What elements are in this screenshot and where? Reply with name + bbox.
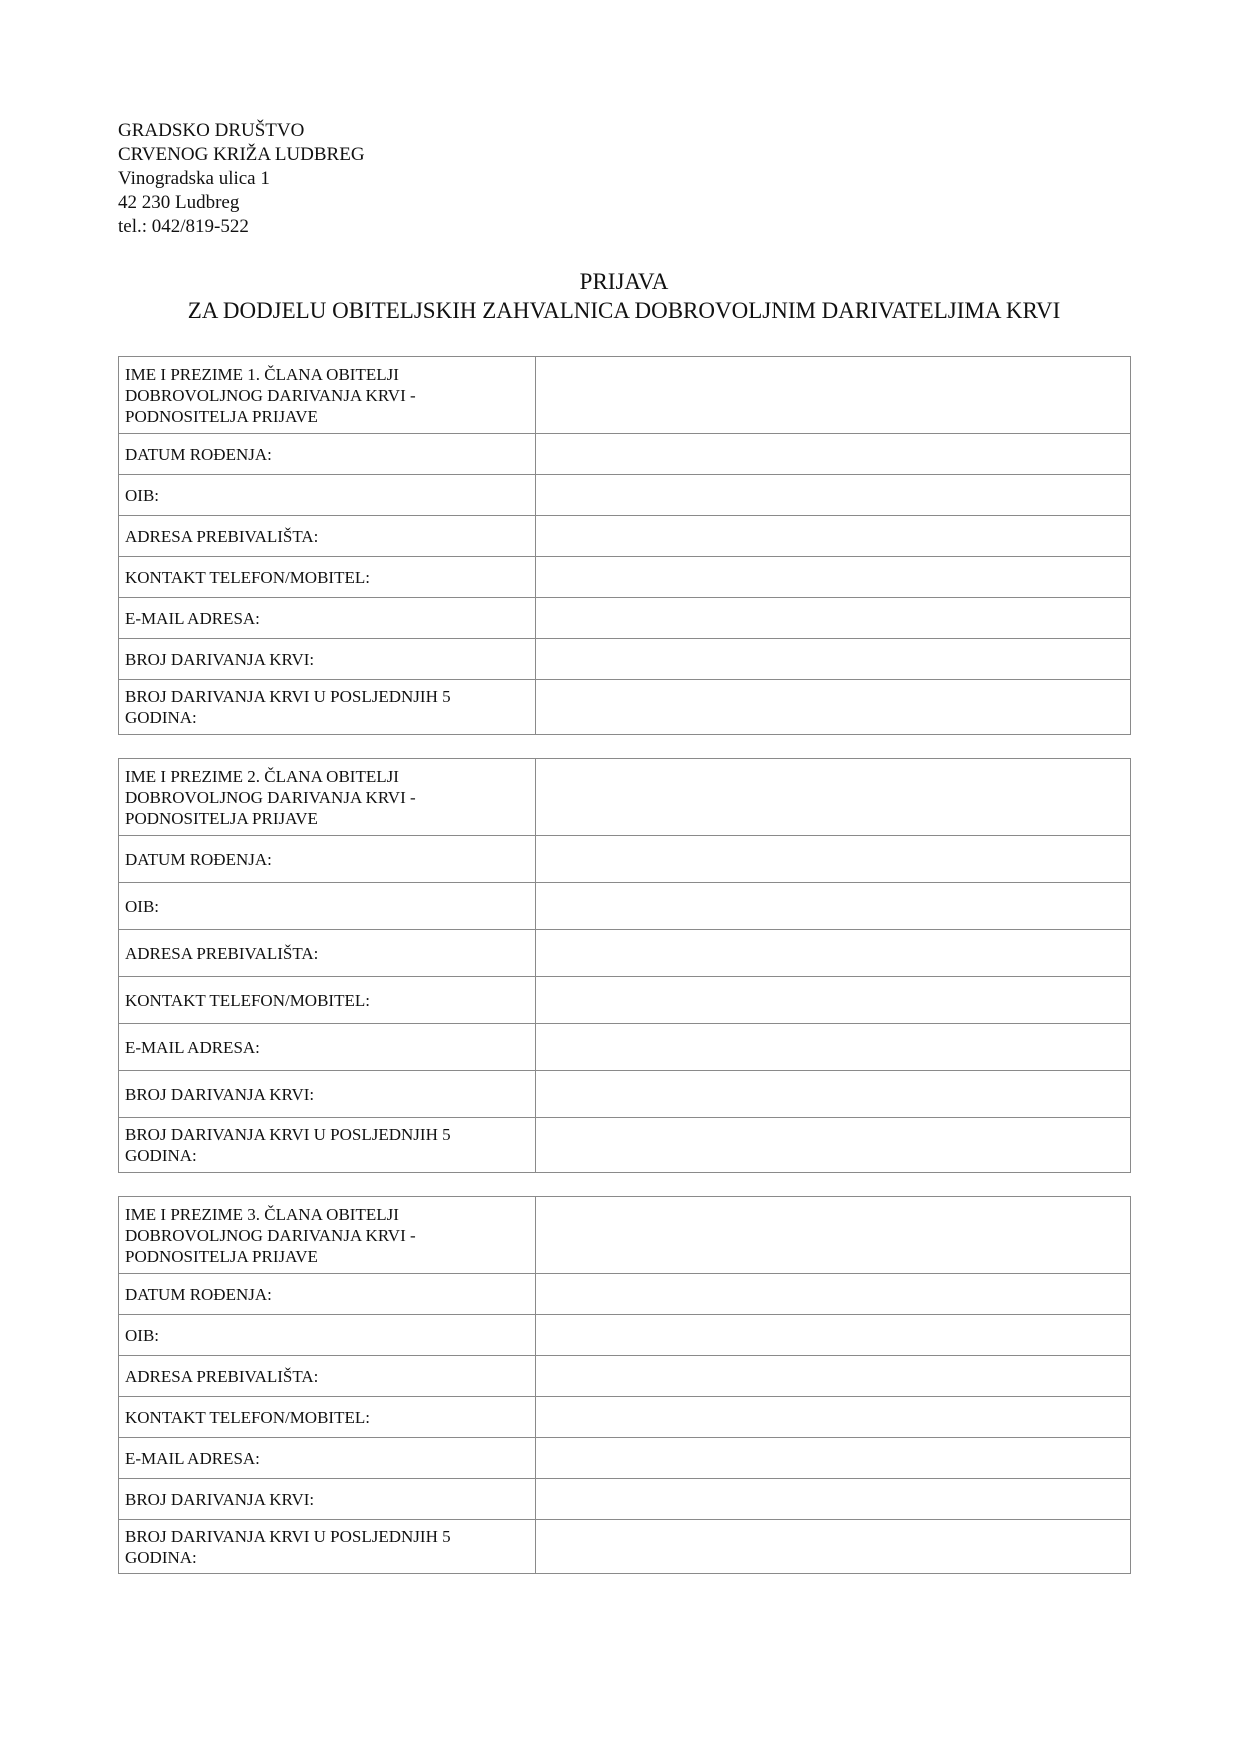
member-3-email-label: E-MAIL ADRESA: [119, 1438, 536, 1479]
member-2-email-label: E-MAIL ADRESA: [119, 1024, 536, 1071]
name-label-line-2: DOBROVOLJNOG DARIVANJA KRVI - [125, 385, 416, 405]
member-1-donations-5y-field[interactable] [536, 680, 1131, 735]
member-3-name-label [119, 1197, 536, 1274]
name-label-line-3: PODNOSITELJA PRIJAVE [125, 1246, 318, 1266]
member-3-oib-field[interactable] [536, 1315, 1131, 1356]
table-row [119, 1118, 1131, 1173]
table-row [119, 1520, 1131, 1574]
table-row [119, 1397, 1131, 1438]
member-1-name-label [119, 357, 536, 434]
table-row [119, 1071, 1131, 1118]
member-2-donations-5y-label [119, 1118, 536, 1173]
table-row [119, 1438, 1131, 1479]
member-3-birth-date-label: DATUM ROĐENJA: [119, 1274, 536, 1315]
name-label-line-1: IME I PREZIME 2. ČLANA OBITELJI [125, 766, 399, 786]
sender-address-block [118, 119, 365, 239]
member-3-donations-label: BROJ DARIVANJA KRVI: [119, 1479, 536, 1520]
sender-organization-line-1: GRADSKO DRUŠTVO [118, 120, 305, 141]
member-1-email-field[interactable] [536, 598, 1131, 639]
name-label-line-3: PODNOSITELJA PRIJAVE [125, 406, 318, 426]
member-2-table [118, 758, 1131, 1173]
member-2-address-field[interactable] [536, 930, 1131, 977]
member-1-donations-5y-label [119, 680, 536, 735]
member-3-donations-5y-label [119, 1520, 536, 1574]
member-1-oib-label: OIB: [119, 475, 536, 516]
donations-5y-label-line-1: BROJ DARIVANJA KRVI U POSLJEDNJIH 5 [125, 687, 451, 706]
member-2-oib-field[interactable] [536, 883, 1131, 930]
table-row [119, 836, 1131, 883]
table-row [119, 639, 1131, 680]
table-row [119, 759, 1131, 836]
table-row [119, 1356, 1131, 1397]
member-1-donations-label: BROJ DARIVANJA KRVI: [119, 639, 536, 680]
member-3-phone-label: KONTAKT TELEFON/MOBITEL: [119, 1397, 536, 1438]
table-row [119, 1197, 1131, 1274]
table-row [119, 598, 1131, 639]
member-1-phone-label: KONTAKT TELEFON/MOBITEL: [119, 557, 536, 598]
member-1-name-field[interactable] [536, 357, 1131, 434]
member-1-email-label: E-MAIL ADRESA: [119, 598, 536, 639]
table-row [119, 557, 1131, 598]
donations-5y-label-line-2: GODINA: [125, 708, 197, 727]
member-3-donations-field[interactable] [536, 1479, 1131, 1520]
member-2-name-field[interactable] [536, 759, 1131, 836]
table-row [119, 434, 1131, 475]
member-2-birth-date-label: DATUM ROĐENJA: [119, 836, 536, 883]
sender-city: 42 230 Ludbreg [118, 192, 240, 213]
member-2-name-label [119, 759, 536, 836]
member-2-address-label: ADRESA PREBIVALIŠTA: [119, 930, 536, 977]
name-label-line-1: IME I PREZIME 1. ČLANA OBITELJI [125, 364, 399, 384]
donations-5y-label-line-2: GODINA: [125, 1146, 197, 1165]
sender-street: Vinogradska ulica 1 [118, 168, 270, 189]
member-1-address-label: ADRESA PREBIVALIŠTA: [119, 516, 536, 557]
member-2-phone-field[interactable] [536, 977, 1131, 1024]
name-label-line-2: DOBROVOLJNOG DARIVANJA KRVI - [125, 1225, 416, 1245]
name-label-line-1: IME I PREZIME 3. ČLANA OBITELJI [125, 1204, 399, 1224]
table-row [119, 680, 1131, 735]
table-row [119, 357, 1131, 434]
member-2-phone-label: KONTAKT TELEFON/MOBITEL: [119, 977, 536, 1024]
member-2-email-field[interactable] [536, 1024, 1131, 1071]
member-1-birth-date-field[interactable] [536, 434, 1131, 475]
member-1-table [118, 356, 1131, 735]
table-row [119, 883, 1131, 930]
table-row [119, 930, 1131, 977]
sender-phone: tel.: 042/819-522 [118, 216, 249, 237]
member-3-oib-label: OIB: [119, 1315, 536, 1356]
document-subtitle: ZA DODJELU OBITELJSKIH ZAHVALNICA DOBROVOLJNIM DARIVATELJIMA KRVI [187, 298, 1061, 323]
member-2-donations-label: BROJ DARIVANJA KRVI: [119, 1071, 536, 1118]
member-3-address-label: ADRESA PREBIVALIŠTA: [119, 1356, 536, 1397]
table-row [119, 1479, 1131, 1520]
member-1-oib-field[interactable] [536, 475, 1131, 516]
document-title: PRIJAVA [579, 269, 669, 294]
table-row [119, 1024, 1131, 1071]
member-2-oib-label: OIB: [119, 883, 536, 930]
table-row [119, 516, 1131, 557]
member-3-birth-date-field[interactable] [536, 1274, 1131, 1315]
member-3-name-field[interactable] [536, 1197, 1131, 1274]
table-row [119, 1274, 1131, 1315]
donations-5y-label-line-1: BROJ DARIVANJA KRVI U POSLJEDNJIH 5 [125, 1526, 451, 1546]
member-2-donations-5y-field[interactable] [536, 1118, 1131, 1173]
donations-5y-label-line-1: BROJ DARIVANJA KRVI U POSLJEDNJIH 5 [125, 1125, 451, 1144]
member-1-address-field[interactable] [536, 516, 1131, 557]
name-label-line-2: DOBROVOLJNOG DARIVANJA KRVI - [125, 787, 416, 807]
member-1-birth-date-label: DATUM ROĐENJA: [119, 434, 536, 475]
member-3-table [118, 1196, 1131, 1574]
table-row [119, 475, 1131, 516]
table-row [119, 1315, 1131, 1356]
member-3-email-field[interactable] [536, 1438, 1131, 1479]
name-label-line-3: PODNOSITELJA PRIJAVE [125, 808, 318, 828]
member-1-donations-field[interactable] [536, 639, 1131, 680]
member-3-donations-5y-field[interactable] [536, 1520, 1131, 1574]
sender-organization-line-2: CRVENOG KRIŽA LUDBREG [118, 144, 365, 165]
table-row [119, 977, 1131, 1024]
member-1-phone-field[interactable] [536, 557, 1131, 598]
member-3-address-field[interactable] [536, 1356, 1131, 1397]
donations-5y-label-line-2: GODINA: [125, 1547, 197, 1567]
member-3-phone-field[interactable] [536, 1397, 1131, 1438]
member-2-birth-date-field[interactable] [536, 836, 1131, 883]
member-2-donations-field[interactable] [536, 1071, 1131, 1118]
